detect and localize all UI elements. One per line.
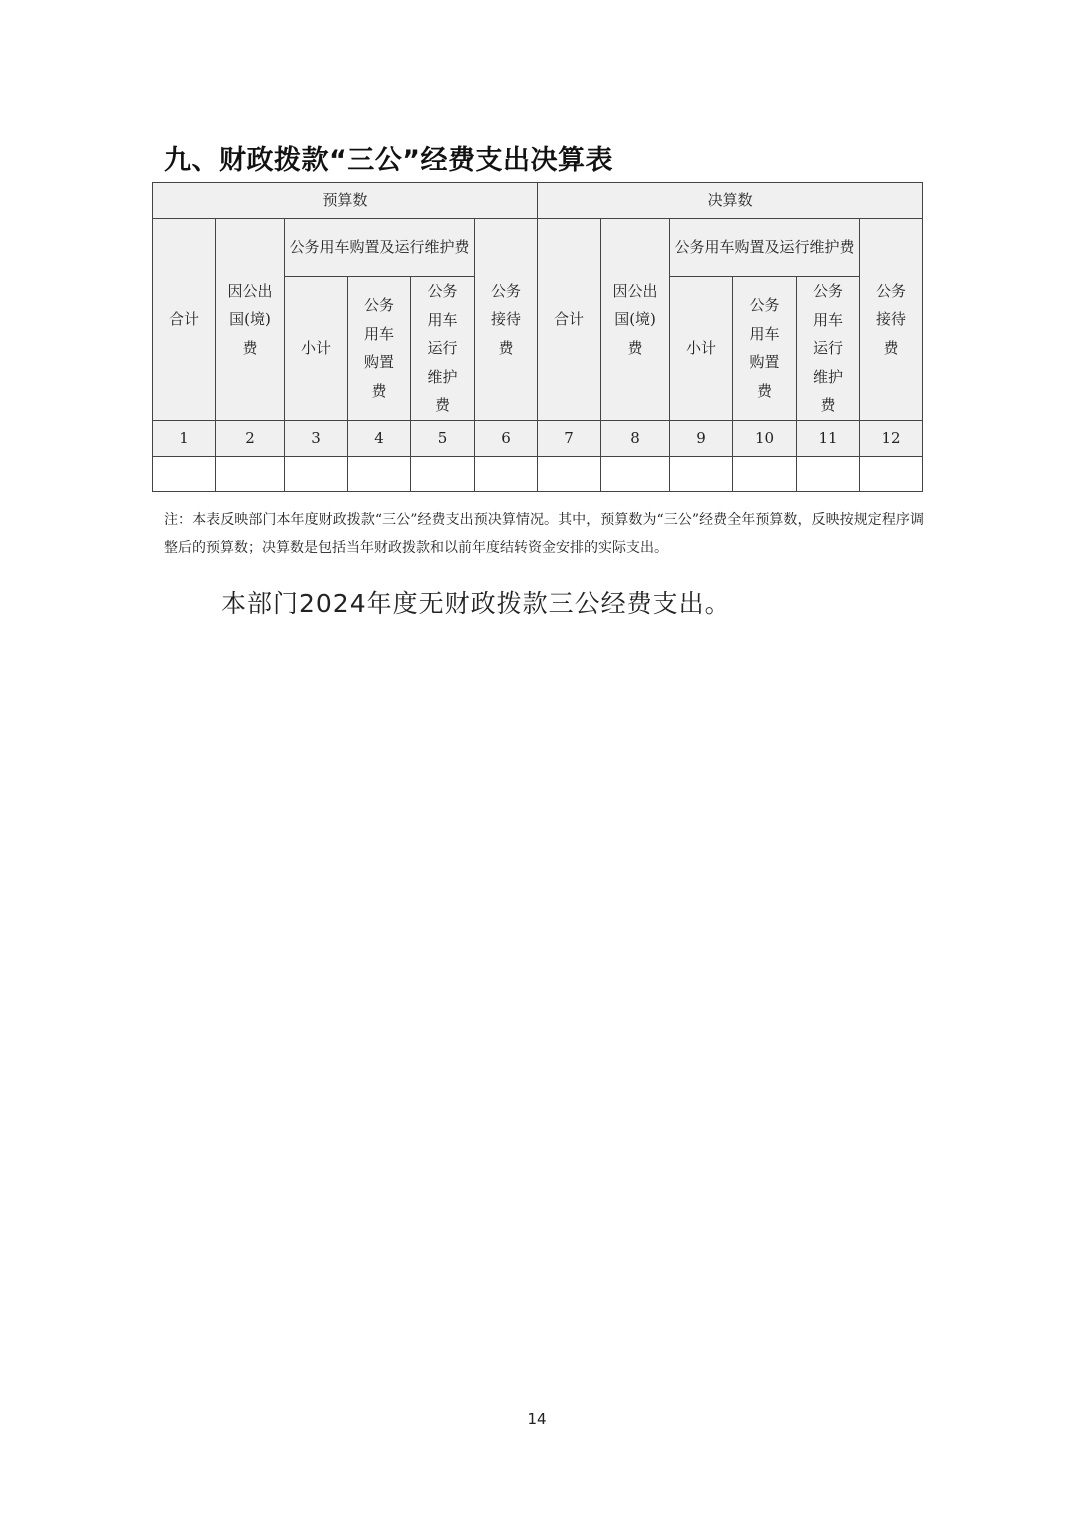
data-cell: [411, 456, 475, 491]
data-cell: [797, 456, 860, 491]
budget-vehicle-operation-header: 公务用车运行维护费: [411, 277, 475, 421]
data-cell: [216, 456, 285, 491]
data-cell: [733, 456, 797, 491]
column-number: 1: [153, 420, 216, 456]
column-number: 7: [538, 420, 601, 456]
data-cell: [475, 456, 538, 491]
data-cell: [153, 456, 216, 491]
final-reception-header: 公务接待费: [860, 219, 923, 421]
column-number: 12: [860, 420, 923, 456]
data-cell: [538, 456, 601, 491]
three-public-expenses-table: [152, 182, 923, 492]
final-vehicle-purchase-header: 公务用车购置费: [733, 277, 797, 421]
column-number: 5: [411, 420, 475, 456]
final-vehicle-group-header: 公务用车购置及运行维护费: [670, 219, 860, 277]
column-number: 9: [670, 420, 733, 456]
table-note: 注：本表反映部门本年度财政拨款“三公”经费支出预决算情况。其中，预算数为“三公”经费全年预算数，反映按规定程序调整后的预算数；决算数是包括当年财政拨款和以前年度结转资金安排的实际支出。: [164, 512, 924, 556]
budget-vehicle-purchase-header: 公务用车购置费: [348, 277, 411, 421]
column-number: 4: [348, 420, 411, 456]
data-cell: [860, 456, 923, 491]
column-number: 3: [285, 420, 348, 456]
final-subtotal-header: 小计: [670, 277, 733, 421]
budget-header-cell: 预算数: [153, 183, 538, 219]
budget-vehicle-group-header: 公务用车购置及运行维护费: [285, 219, 475, 277]
page-number: 14: [527, 1410, 547, 1428]
column-number: 11: [797, 420, 860, 456]
final-overseas-header: 因公出国(境)费: [601, 219, 670, 421]
data-cell: [601, 456, 670, 491]
page-title: 九、财政拨款“三公”经费支出决算表: [164, 145, 613, 176]
budget-subtotal-header: 小计: [285, 277, 348, 421]
budget-total-header: 合计: [153, 219, 216, 421]
no-expense-statement: 本部门2024年度无财政拨款三公经费支出。: [221, 589, 731, 618]
final-header-cell: 决算数: [538, 183, 923, 219]
data-cell: [670, 456, 733, 491]
final-vehicle-operation-header: 公务用车运行维护费: [797, 277, 860, 421]
budget-overseas-header: 因公出国(境)费: [216, 219, 285, 421]
column-number: 6: [475, 420, 538, 456]
data-cell: [285, 456, 348, 491]
column-number: 10: [733, 420, 797, 456]
final-total-header: 合计: [538, 219, 601, 421]
column-number: 2: [216, 420, 285, 456]
budget-reception-header: 公务接待费: [475, 219, 538, 421]
column-number: 8: [601, 420, 670, 456]
data-cell: [348, 456, 411, 491]
